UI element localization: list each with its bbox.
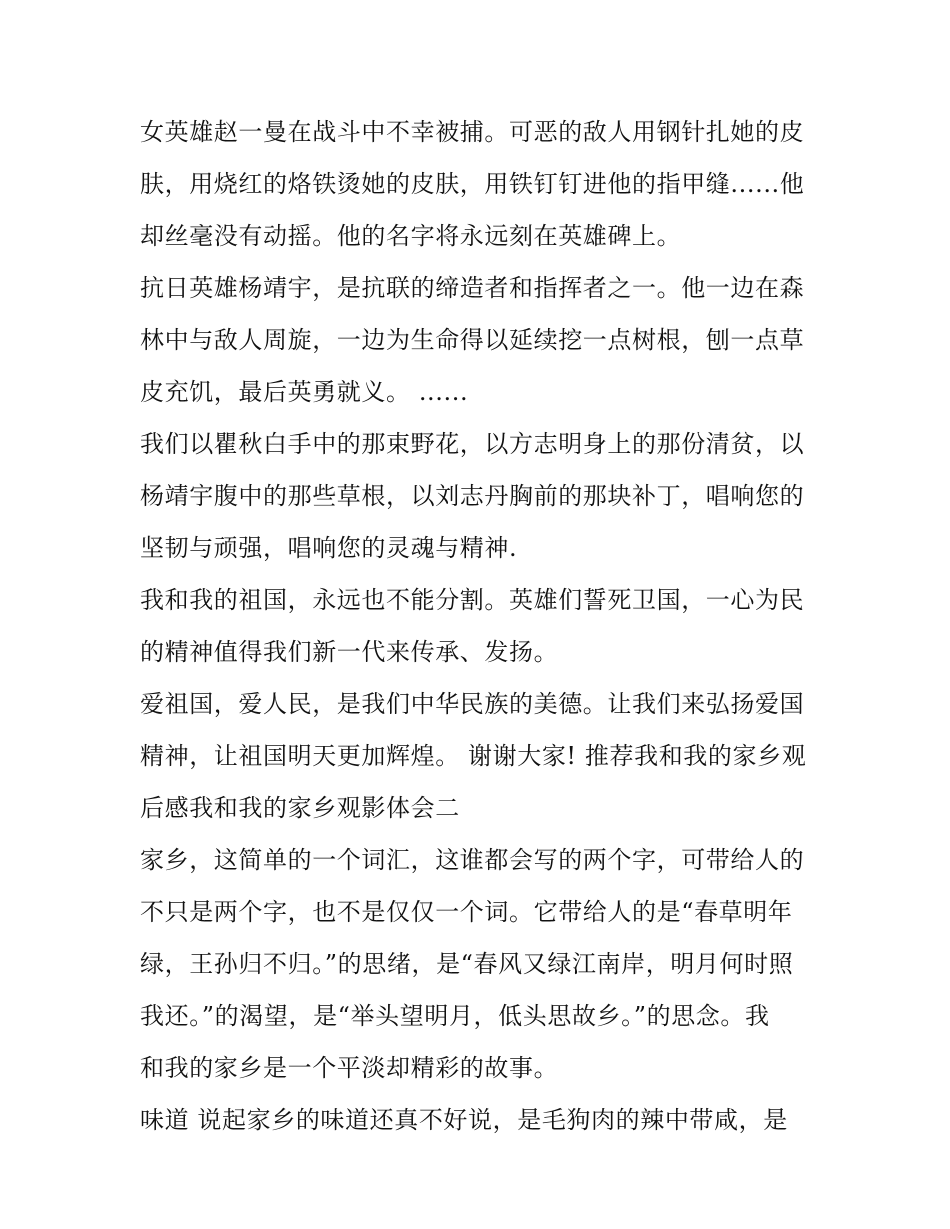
text-line: 不只是两个字，也不是仅仅一个词。它带给人的是“春草明年 <box>140 898 793 926</box>
text-line: 后感我和我的家乡观影体会二 <box>140 794 460 822</box>
document-body <box>140 106 820 1146</box>
text-line: 家乡，这简单的一个词汇，这谁都会写的两个字，可带给人的 <box>140 846 805 874</box>
text-line: 却丝毫没有动摇。他的名字将永远刻在英雄碑上。 <box>140 222 682 250</box>
text-line: 女英雄赵一曼在战斗中不幸被捕。可恶的敌人用钢针扎她的皮 <box>140 118 805 146</box>
text-line: 杨靖宇腹中的那些草根，以刘志丹胸前的那块补丁，唱响您的 <box>140 482 805 510</box>
text-line: 我和我的祖国，永远也不能分割。英雄们誓死卫国，一心为民 <box>140 586 805 614</box>
text-line: 味道 说起家乡的味道还真不好说，是毛狗肉的辣中带咸，是 <box>140 1106 788 1134</box>
text-line: 抗日英雄杨靖宇，是抗联的缔造者和指挥者之一。他一边在森 <box>140 274 805 302</box>
text-line: 我们以瞿秋白手中的那束野花，以方志明身上的那份清贫，以 <box>140 430 805 458</box>
text-line: 精神，让祖国明天更加辉煌。 谢谢大家! 推荐我和我的家乡观 <box>140 742 807 770</box>
text-line: 和我的家乡是一个平淡却精彩的故事。 <box>140 1054 559 1082</box>
text-line: 的精神值得我们新一代来传承、发扬。 <box>140 638 559 666</box>
text-line: 肤，用烧红的烙铁烫她的皮肤，用铁钉钉进他的指甲缝......他 <box>140 170 805 198</box>
text-line: 我还。”的渴望，是“举头望明月，低头思故乡。”的思念。我 <box>140 1002 770 1030</box>
text-line: 林中与敌人周旋，一边为生命得以延续挖一点树根，刨一点草 <box>140 326 805 354</box>
text-line: 皮充饥，最后英勇就义。 ...... <box>140 378 469 406</box>
text-line: 坚韧与顽强，唱响您的灵魂与精神. <box>140 534 518 562</box>
text-line: 绿，王孙归不归。”的思绪，是“春风又绿江南岸，明月何时照 <box>140 950 794 978</box>
text-line: 爱祖国，爱人民，是我们中华民族的美德。让我们来弘扬爱国 <box>140 690 805 718</box>
